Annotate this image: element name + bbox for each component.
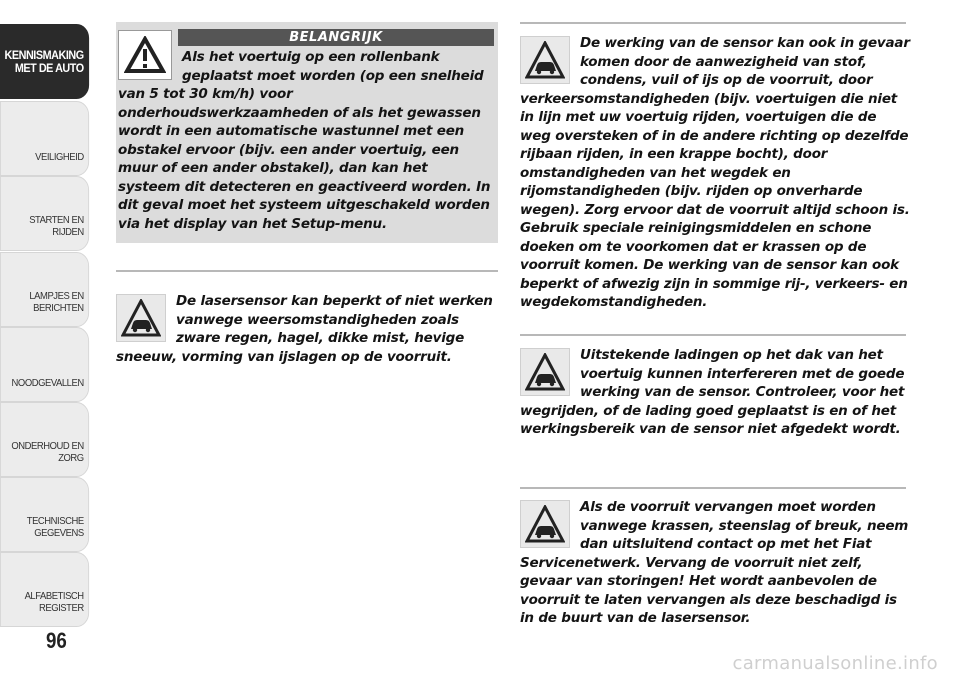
note-laser-weather (116, 292, 500, 366)
car-warning-icon (520, 348, 570, 396)
divider (520, 487, 906, 489)
note-text: De werking van de sensor kan ook in gevaar komen door de aanwezigheid van stof, condens, vuil of ijs op de voorruit, door verkeersomstandigheden (bijv. voertuigen die niet in lijn met uw voertuig rijden, voertuigen die de weg oversteken of in de andere richting op dezelfde rijbaan rijden, in een krappe bocht), door omstandigheden van het wegdek en rijomstandigheden (bijv. rijden op onverharde wegen). Zorg ervoor dat de voorruit altijd schoon is. Gebruik speciale reinigingsmiddelen en schone doeken om te voorkomen dat er krassen op de voorruit komen. De werking van de sensor kan ook beperkt of afwezig zijn in sommige rij-, verkeers- en wegdekomstandigheden. (520, 35, 910, 310)
note-roof-load (520, 346, 910, 439)
tab-kennismaking[interactable]: KENNISMAKING MET DE AUTO (0, 24, 89, 99)
car-warning-icon (116, 294, 166, 342)
warning-triangle-icon (118, 30, 172, 80)
tab-alfabetisch-register[interactable]: ALFABETISCH REGISTER (0, 552, 89, 627)
tab-technische-gegevens[interactable]: TECHNISCHE GEGEVENS (0, 477, 89, 552)
note-text: Als de voorruit vervangen moet worden vanwege krassen, steenslag of breuk, neem dan uitsluitend contact op met het Fiat Servicenetwerk. Vervang de voorruit niet zelf, gevaar van storingen! Het wordt aanbevolen de voorruit te laten vervangen als deze beschadigd is in de buurt van de lasersensor. (520, 499, 909, 626)
car-warning-icon (520, 36, 570, 84)
divider (520, 22, 906, 24)
tab-veiligheid[interactable]: VEILIGHEID (0, 101, 89, 176)
note-text: De lasersensor kan beperkt of niet werken vanwege weersomstandigheden zoals zware regen, hagel, dikke mist, hevige sneeuw, vorming van ijslagen op de voorruit. (116, 293, 493, 365)
note-windshield-replace (520, 498, 910, 628)
watermark: carmanualsonline.info (732, 653, 938, 674)
divider (520, 334, 906, 336)
tab-onderhoud-en-zorg[interactable]: ONDERHOUD EN ZORG (0, 402, 89, 477)
tab-lampjes-en-berichten[interactable]: LAMPJES EN BERICHTEN (0, 252, 89, 327)
page-number: 96 (46, 628, 67, 653)
important-text: Als het voertuig op een rollenbank geplaatst moet worden (op een snelheid van 5 tot 30 km/h) voor onderhoudswerkzaamheden of als het gewassen wordt in een automatische wastunnel met een obstakel ervoor (bijv. een ander voertuig, een muur of een ander obstakel), dan kan het systeem dit detecteren en geactiveerd worden. In dit geval moet het systeem uitgeschakeld worden via het display van het Setup-menu. (118, 49, 491, 232)
divider (116, 270, 498, 272)
important-heading: BELANGRIJK (178, 29, 494, 46)
note-sensor-obstruction (520, 34, 910, 312)
tab-starten-en-rijden[interactable]: STARTEN EN RIJDEN (0, 176, 89, 251)
note-text: Uitstekende ladingen op het dak van het voertuig kunnen interfereren met de goede werking van de sensor. Controleer, voor het wegrijden, of de lading goed geplaatst is en of het werkingsbereik van de sensor niet afgedekt wordt. (520, 347, 905, 437)
tab-noodgevallen[interactable]: NOODGEVALLEN (0, 327, 89, 402)
car-warning-icon (520, 500, 570, 548)
important-note (118, 30, 494, 233)
